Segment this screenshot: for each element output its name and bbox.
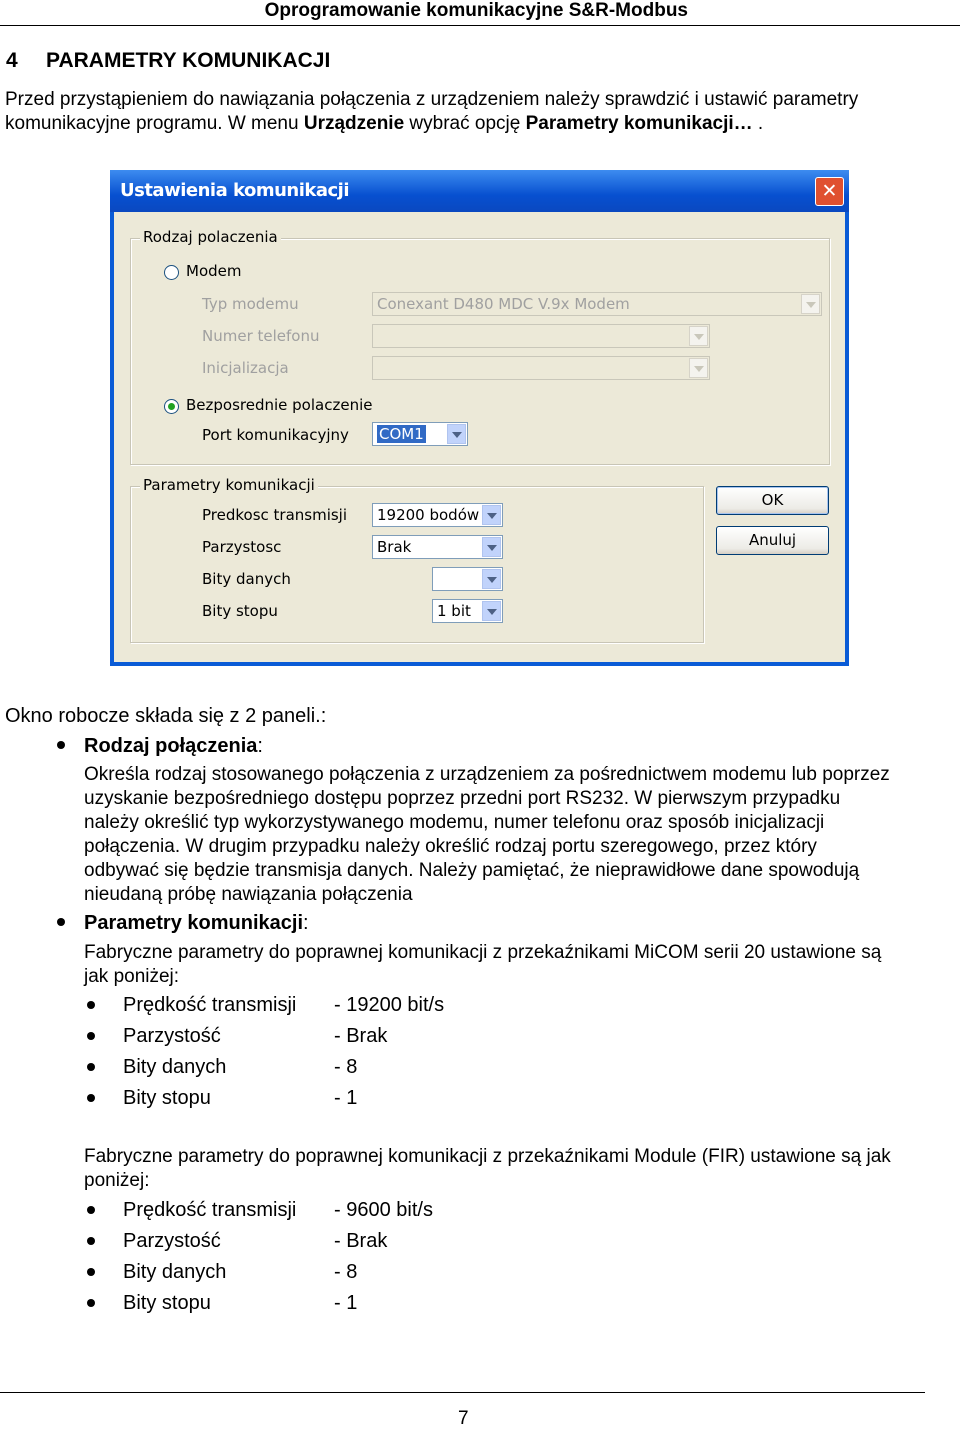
direct-connection-label: Bezposrednie polaczenie (186, 396, 373, 414)
running-header: Oprogramowanie komunikacyjne S&R-Modbus (264, 0, 688, 21)
parity-value: Brak (377, 538, 412, 556)
param-name: Bity danych (123, 1261, 227, 1283)
param-value: - 9600 bit/s (334, 1199, 433, 1221)
bullet (87, 1268, 95, 1276)
comm-params-legend: Parametry komunikacji (140, 476, 318, 494)
footer-rule (0, 1392, 925, 1393)
header-rule (0, 25, 960, 26)
communication-settings-dialog (110, 170, 849, 666)
modem-type-value: Conexant D480 MDC V.9x Modem (377, 295, 630, 313)
chevron-down-icon (482, 601, 501, 621)
data-bits-label: Bity danych (202, 570, 291, 588)
param-name: Bity danych (123, 1056, 227, 1078)
dialog-body (114, 212, 845, 662)
dialog-title-bar (110, 170, 849, 212)
chevron-down-icon (801, 294, 820, 314)
modem-type-label: Typ modemu (202, 295, 299, 313)
data-bits-select[interactable] (432, 567, 503, 591)
speed-value: 19200 bodów (377, 506, 480, 524)
parity-select[interactable] (372, 535, 503, 559)
param-name: Parzystość (123, 1230, 221, 1252)
menu-option: Parametry komunikacji… (525, 113, 753, 134)
ok-button[interactable]: OK (716, 486, 829, 515)
param-value: - Brak (334, 1025, 388, 1047)
bullet (87, 1063, 95, 1071)
phone-number-label: Numer telefonu (202, 327, 320, 345)
param-value: - 8 (334, 1056, 358, 1078)
param-value: - 8 (334, 1261, 358, 1283)
chevron-down-icon (482, 505, 501, 525)
cancel-button[interactable]: Anuluj (716, 526, 829, 555)
close-icon[interactable]: ✕ (815, 177, 844, 206)
menu-name: Urządzenie (303, 113, 405, 134)
modem-radio-label: Modem (186, 262, 242, 280)
speed-select[interactable] (372, 503, 503, 527)
param-value: - 19200 bit/s (334, 994, 445, 1016)
bullet (57, 741, 65, 749)
modem-type-select[interactable] (372, 292, 822, 316)
param-name: Prędkość transmisji (123, 994, 297, 1016)
param-name: Bity stopu (123, 1292, 211, 1314)
chevron-down-icon (482, 569, 501, 589)
chevron-down-icon (482, 537, 501, 557)
bullet (87, 1237, 95, 1245)
param-name: Prędkość transmisji (123, 1199, 297, 1221)
stop-bits-value: 1 bit (437, 602, 471, 620)
phone-number-select[interactable] (372, 324, 710, 348)
speed-label: Predkosc transmisji (202, 506, 348, 524)
direct-connection-radio[interactable] (164, 399, 179, 414)
init-select[interactable] (372, 356, 710, 380)
port-select[interactable] (372, 422, 468, 446)
param-value: - Brak (334, 1230, 388, 1252)
bullet (87, 1206, 95, 1214)
intro-line-1: Przed przystąpieniem do nawiązania połączenia z urządzeniem należy sprawdzić i ustawić parametry (5, 89, 859, 110)
port-label: Port komunikacyjny (202, 426, 349, 444)
section-title: PARAMETRY KOMUNIKACJI (46, 49, 331, 72)
bullet (57, 918, 65, 926)
connection-type-legend: Rodzaj polaczenia (140, 228, 281, 246)
bullet (87, 1032, 95, 1040)
port-value: COM1 (379, 425, 424, 443)
connection-type-description: Określa rodzaj stosowanego połączenia z urządzeniem za pośrednictwem modemu lub poprzez uzyskanie bezpośredniego dostępu poprzez przedni port RS232. W pierwszym przypadku należy określić typ wykorzystywanego modemu, numer telefonu oraz sposób inicjalizacji połączenia. W drugim przypadku należy określić rodzaj portu szeregowego, przez który odbywać się będzie transmisja danych. Należy pamiętać, że nieprawidłowe dane spowodują nieudaną próbę nawiązania połączenia (84, 764, 890, 905)
param-name: Parzystość (123, 1025, 221, 1047)
bullet-connection-type: Rodzaj połączenia: (84, 735, 263, 757)
chevron-down-icon (447, 424, 466, 444)
chevron-down-icon (689, 326, 708, 346)
stop-bits-label: Bity stopu (202, 602, 278, 620)
parity-label: Parzystosc (202, 538, 282, 556)
bullet (87, 1001, 95, 1009)
param-value: - 1 (334, 1292, 358, 1314)
modem-radio[interactable] (164, 265, 179, 280)
bullet (87, 1299, 95, 1307)
stop-bits-select[interactable] (432, 599, 503, 623)
chevron-down-icon (689, 358, 708, 378)
intro-line-2: komunikacyjne programu. W menu Urządzenie wybrać opcję Parametry komunikacji… . (5, 113, 764, 134)
init-label: Inicjalizacja (202, 359, 289, 377)
micom-description: Fabryczne parametry do poprawnej komunikacji z przekaźnikami MiCOM serii 20 ustawione są jak poniżej: (84, 942, 882, 987)
dialog-title: Ustawienia komunikacji (120, 180, 350, 201)
module-description: Fabryczne parametry do poprawnej komunikacji z przekaźnikami Module (FIR) ustawione są jak poniżej: (84, 1146, 891, 1191)
param-value: - 1 (334, 1087, 358, 1109)
param-name: Bity stopu (123, 1087, 211, 1109)
panels-intro: Okno robocze składa się z 2 paneli.: (5, 705, 327, 727)
bullet-comm-params: Parametry komunikacji: (84, 912, 309, 934)
section-number: 4 (6, 49, 18, 72)
page-number: 7 (458, 1408, 469, 1429)
bullet (87, 1094, 95, 1102)
